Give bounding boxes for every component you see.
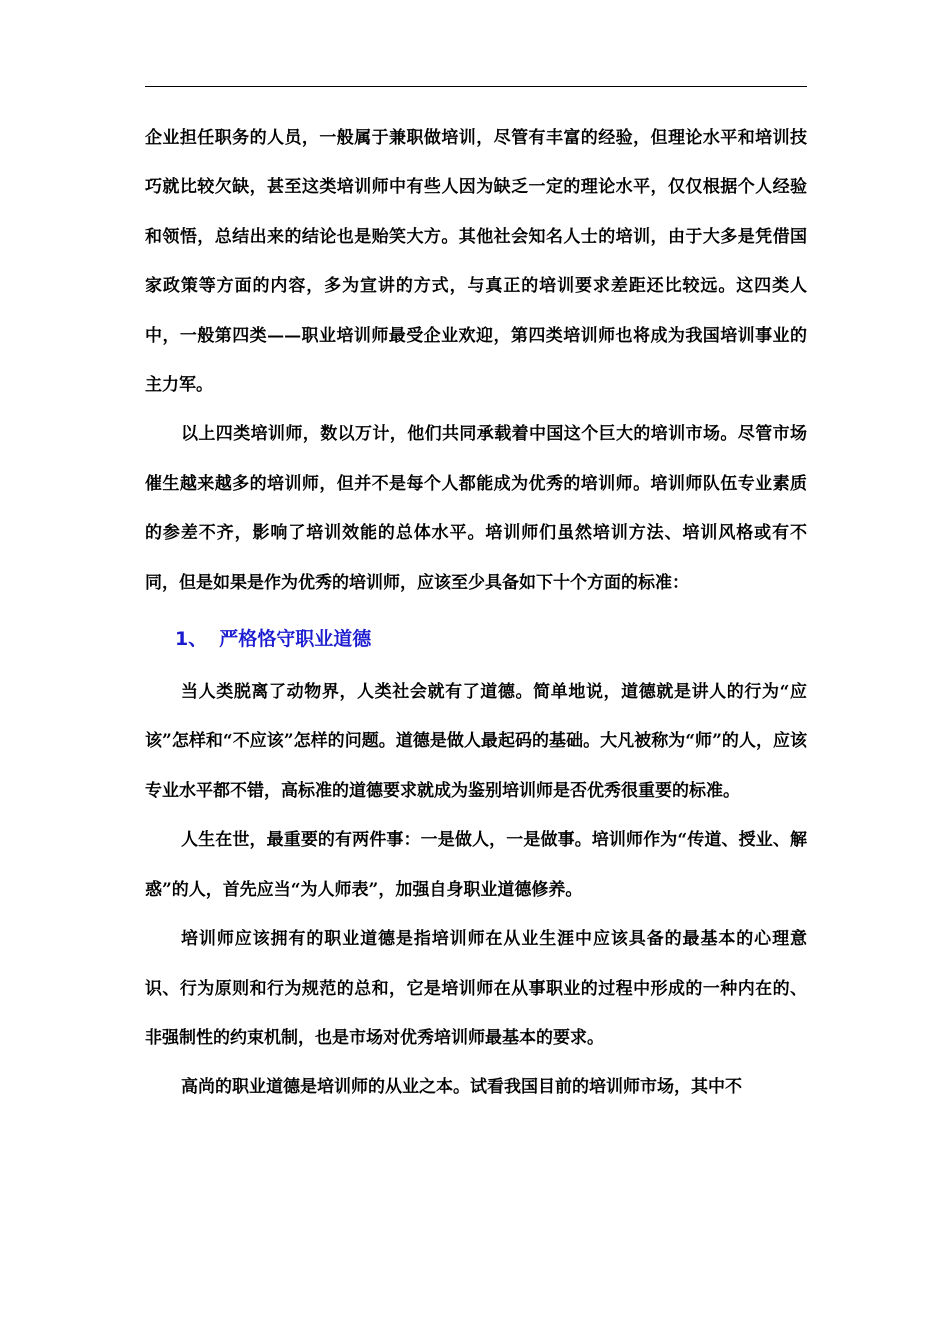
paragraph-ethics-foundation: 高尚的职业道德是培训师的从业之本。试看我国目前的培训师市场，其中不 xyxy=(181,1077,742,1098)
section-title: 严格恪守职业道德 xyxy=(219,628,372,651)
paragraph-trainer-standards: 以上四类培训师，数以万计，他们共同承载着中国这个巨大的培训市场。尽管市场催生越来越多的培训师，但并不是每个人都能成为优秀的培训师。培训师队伍专业素质的参差不齐，影响了培训效能的总体水平。培训师们虽然培训方法、培训风格或有不同，但是如果是作为优秀的培训师，应该至少具备如下十个方面的标准： xyxy=(145,424,807,593)
paragraph-two-things: 人生在世，最重要的有两件事：一是做人，一是做事。培训师作为“传道、授业、解惑”的人，首先应当“为人师表”，加强自身职业道德修养。 xyxy=(145,830,807,900)
header-rule xyxy=(145,86,807,87)
paragraph-ethics-intro: 当人类脱离了动物界，人类社会就有了道德。简单地说，道德就是讲人的行为“应该”怎样和“不应该”怎样的问题。道德是做人最起码的基础。大凡被称为“师”的人，应该专业水平都不错，高标准的道德要求就成为鉴别培训师是否优秀很重要的标准。 xyxy=(145,682,807,801)
section-number: 1、 xyxy=(175,628,208,651)
document-body xyxy=(145,114,807,1113)
paragraph-ethics-definition: 培训师应该拥有的职业道德是指培训师在从业生涯中应该具备的最基本的心理意识、行为原则和行为规范的总和，它是培训师在从事职业的过程中形成的一种内在的、非强制性的约束机制，也是市场对优秀培训师最基本的要求。 xyxy=(145,929,807,1048)
paragraph-continued: 企业担任职务的人员，一般属于兼职做培训，尽管有丰富的经验，但理论水平和培训技巧就比较欠缺，甚至这类培训师中有些人因为缺乏一定的理论水平，仅仅根据个人经验和领悟，总结出来的结论也是贻笑大方。其他社会知名人士的培训，由于大多是凭借国家政策等方面的内容，多为宣讲的方式，与真正的培训要求差距还比较远。这四类人中，一般第四类——职业培训师最受企业欢迎，第四类培训师也将成为我国培训事业的主力军。 xyxy=(145,128,807,396)
section-heading xyxy=(145,612,807,666)
